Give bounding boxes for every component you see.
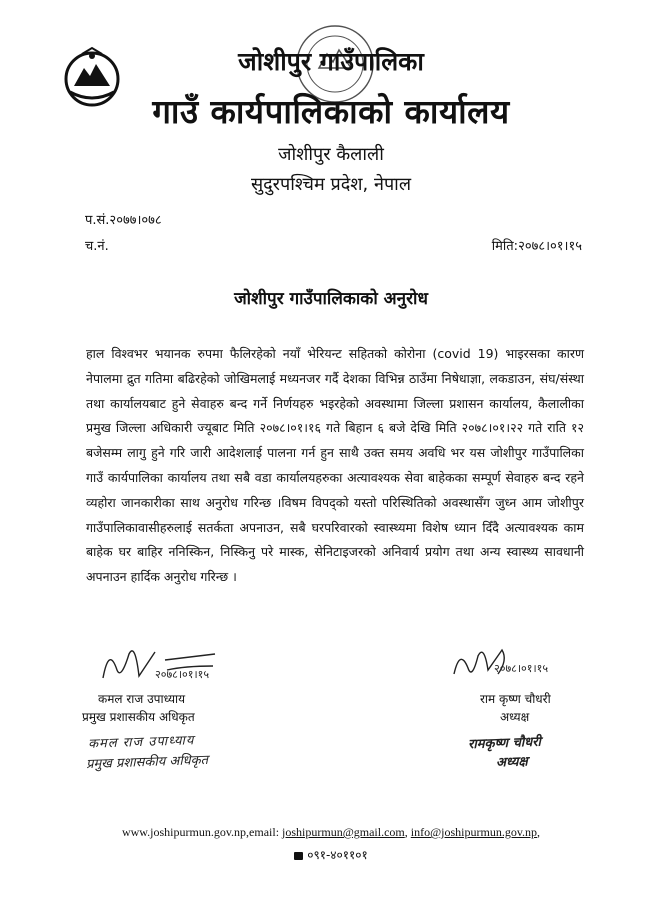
left-signatory-name: कमल राज उपाध्याय	[98, 692, 186, 706]
footer-email-2[interactable]: info@joshipurmun.gov.np	[410, 825, 538, 839]
left-stamp-name: कमल राज उपाध्याय	[87, 733, 195, 752]
phone-number: ०९१-४०११०१	[307, 848, 368, 862]
footer-website[interactable]: www.joshipurmun.gov.np,email:	[121, 825, 280, 839]
left-signatory-title: प्रमुख प्रशासकीय अधिकृत	[82, 710, 195, 724]
right-signature-date: २०७८।०१।१५	[494, 662, 549, 675]
right-stamp-title: अध्यक्ष	[495, 754, 528, 771]
right-stamp-name: रामकृष्ण चौधरी	[467, 734, 542, 753]
left-stamp-title: प्रमुख प्रशासकीय अधिकृत	[85, 752, 209, 773]
phone-icon	[294, 852, 303, 860]
right-signature	[448, 640, 568, 688]
right-signatory-name: राम कृष्ण चौधरी	[480, 692, 551, 706]
letter-date: मिति:२०७८।०१।१५	[491, 239, 582, 254]
left-signature-date: २०७८।०१।१५	[155, 668, 210, 681]
dispatch-number: च.नं.	[85, 239, 109, 254]
footer-phone	[0, 846, 662, 863]
right-signatory-title: अध्यक्ष	[500, 710, 530, 724]
office-name: गाउँ कार्यपालिकाको कार्यालय	[152, 92, 510, 131]
reference-number: प.सं.२०७७।०७८	[85, 213, 162, 228]
subject-heading: जोशीपुर गाउँपालिकाको अनुरोध	[234, 289, 428, 309]
office-location: जोशीपुर कैलाली	[278, 144, 384, 165]
left-signature	[95, 640, 225, 690]
footer-contact: www.joshipurmun.gov.np,email: joshipurmun@gmail.com, info@joshipurmun.gov.np,	[121, 825, 541, 839]
office-province: सुदुरपश्चिम प्रदेश, नेपाल	[250, 174, 412, 195]
footer-email-1[interactable]: joshipurmun@gmail.com	[282, 825, 405, 839]
letter-body: हाल विश्वभर भयानक रुपमा फैलिरहेको नयाँ भेरियन्ट सहितको कोरोना (covid 19) भाइरसका कारण नेपालमा द्रुत गतिमा बढिरहेको जोखिमलाई मध्यनजर गर्दै देशका विभिन्न ठाउँमा निषेधाज्ञा, लकडाउन, संघ/संस्था तथा कार्यालयबाट हुने सेवाहरु बन्द गर्ने निर्णयहरु भइरहेको अवस्थामा जिल्ला प्रशासन कार्यालय, कैलालीका प्रमुख जिल्ला अधिकारी ज्यूबाट मिति २०७८।०१।१६ गते बिहान ६ बजे देखि मिति २०७८।०१।२२ गते राति १२ बजेसम्म लागु हुने गरि जारी आदेशलाई पालना गर्न हुन साथै उक्त समय अवधि भर यस जोशीपुर गाउँपालिका गाउँ कार्यपालिका कार्यालय तथा सबै वडा कार्यालयहरुका अत्यावश्यक सेवा बाहेकका सम्पूर्ण सेवाहरु बन्द रहने व्यहोरा जानकारीका साथ अनुरोध गरिन्छ ।विषम विपद्को यस्तो परिस्थितिको अवस्थासँग जुध्न आम जोशीपुर गाउँपालिकावासीहरुलाई सतर्कता अपनाउन, सबै घरपरिवारको स्वास्थ्यमा विशेष ध्यान दिँदै अत्यावश्यक काम बाहेक घर बाहिर ननिस्किन, निस्किनु परे मास्क, सेनिटाइजरको अनिवार्य प्रयोग तथा अन्य स्वास्थ्य सावधानी अपनाउन हार्दिक अनुरोध गरिन्छ ।	[86, 346, 584, 585]
municipality-name: जोशीपुर गाउँपालिका	[238, 47, 424, 76]
